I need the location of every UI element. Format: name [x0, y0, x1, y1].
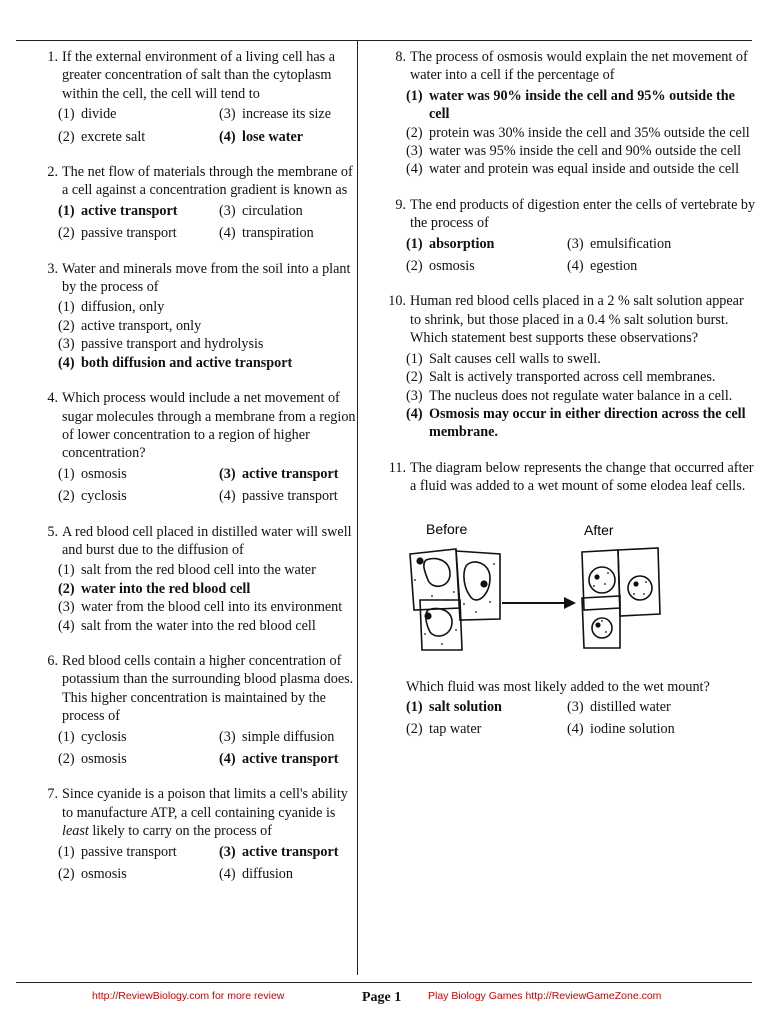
option-label: (2) [58, 751, 75, 767]
question-number: 7. [47, 786, 58, 803]
question-text: Which process would include a net movement of sugar molecules through a membrane from a region of lower concentration to a region of higher concentration? [62, 390, 356, 462]
answer-options [406, 350, 756, 442]
option-text: water was 90% inside the cell and 95% outside the cell [429, 87, 735, 123]
option-label: (2) [58, 128, 75, 145]
option-label: (1) [58, 299, 75, 316]
option-label: (2) [58, 317, 75, 334]
option-label: (2) [58, 580, 75, 597]
option-text: Osmosis may occur in either direction across the cell membrane. [429, 405, 746, 441]
answer-option[interactable] [58, 335, 356, 353]
option-text: passive transport [81, 843, 177, 860]
question-number: 1. [47, 49, 58, 65]
answer-options [58, 105, 356, 146]
question-text: Red blood cells contain a higher concentration of potassium than the surrounding blood plasma does. This higher concentration is maintained by the process of [62, 652, 354, 725]
option-label: (2) [406, 369, 423, 386]
option-text: increase its size [242, 106, 332, 123]
answer-option[interactable] [219, 202, 356, 220]
question-stem [366, 292, 756, 347]
answer-option[interactable] [219, 865, 356, 883]
option-text: excrete salt [81, 128, 146, 145]
question-text: If the external environment of a living cell has a greater concentration of salt than the cytoplasm within the cell, the cell will tend to [62, 49, 336, 102]
option-label: (3) [567, 698, 584, 715]
answer-option[interactable] [58, 617, 356, 635]
question-number: 10. [388, 293, 406, 310]
answer-option[interactable] [58, 465, 219, 483]
question-number: 8. [395, 49, 406, 65]
question-text: Water and minerals move from the soil into a plant by the process of [62, 260, 351, 296]
answer-option[interactable] [58, 865, 219, 883]
answer-option[interactable] [406, 160, 756, 178]
question-stem [18, 652, 356, 726]
answer-option[interactable] [567, 720, 756, 738]
option-text: cyclosis [81, 488, 127, 505]
answer-option[interactable] [58, 202, 219, 220]
answer-option[interactable] [567, 698, 756, 716]
question-text: A red blood cell placed in distilled water will swell and burst due to the diffusion of [62, 523, 352, 558]
question-stem [18, 523, 356, 560]
option-label: (3) [567, 235, 584, 252]
question-number: 2. [47, 164, 58, 181]
question-10 [366, 292, 756, 441]
option-text: salt from the red blood cell into the water [81, 562, 316, 579]
answer-options [58, 298, 356, 372]
answer-option[interactable] [219, 843, 356, 861]
right-column [366, 48, 756, 756]
question-stem [18, 389, 356, 463]
option-label: (4) [406, 405, 423, 422]
option-label: (4) [567, 721, 584, 738]
option-label: (2) [58, 488, 75, 505]
answer-option[interactable] [406, 235, 567, 253]
option-label: (4) [58, 617, 75, 634]
option-text: tap water [429, 721, 482, 738]
question-9 [366, 196, 756, 276]
option-label: (3) [58, 336, 75, 353]
answer-option[interactable] [58, 298, 356, 316]
option-text: active transport, only [81, 317, 202, 334]
answer-option[interactable] [219, 105, 356, 123]
answer-option[interactable] [58, 317, 356, 335]
question-stem [366, 459, 756, 496]
option-text: passive transport [81, 225, 177, 242]
answer-option[interactable] [406, 87, 756, 124]
option-text: distilled water [590, 698, 671, 715]
question-number: 9. [395, 196, 406, 213]
option-label: (2) [58, 866, 75, 883]
question-number: 4. [47, 390, 58, 407]
option-label: (4) [567, 258, 584, 275]
question-3 [18, 260, 356, 372]
answer-option[interactable] [58, 105, 219, 123]
option-text: osmosis [81, 751, 127, 767]
option-text: Salt is actively transported across cell membranes. [429, 369, 716, 386]
option-text: Salt causes cell walls to swell. [429, 350, 601, 367]
question-text: Human red blood cells placed in a 2 % salt solution appear to shrink, but those placed in a 0.4 % salt solution burst. Which statement best supports these observations? [410, 293, 744, 347]
question-stem [18, 785, 356, 840]
question-number: 11. [388, 459, 406, 476]
question-text [62, 785, 356, 840]
option-label: (4) [219, 488, 236, 505]
option-label: (3) [219, 843, 236, 860]
answer-option[interactable] [58, 224, 219, 242]
question-stem [18, 163, 356, 200]
before-nuclei [414, 557, 495, 645]
answer-option[interactable] [58, 354, 356, 372]
page-number: Page 1 [362, 990, 402, 1005]
option-label: (1) [58, 202, 75, 219]
question-number: 5. [47, 523, 58, 540]
answer-option[interactable] [406, 698, 567, 716]
answer-option[interactable] [406, 124, 756, 142]
option-label: (3) [219, 106, 236, 123]
arrow [502, 597, 576, 609]
question-2 [18, 163, 356, 243]
option-text: passive transport [242, 488, 338, 505]
option-label: (1) [406, 350, 423, 367]
option-text: circulation [242, 202, 303, 219]
question-8 [366, 48, 756, 179]
after-cells [582, 548, 660, 648]
question-stem [366, 48, 756, 85]
bottom-rule [16, 982, 752, 983]
column-divider [357, 41, 358, 975]
answer-option[interactable] [219, 465, 356, 483]
stem-part: likely to carry on the process of [88, 823, 272, 840]
option-label: (1) [406, 235, 423, 252]
answer-option[interactable] [58, 728, 219, 746]
answer-option[interactable] [219, 224, 356, 242]
option-label: (1) [58, 465, 75, 482]
option-label: (2) [406, 721, 423, 738]
option-text: osmosis [81, 866, 127, 883]
option-label: (1) [58, 843, 75, 860]
question-6 [18, 652, 356, 768]
answer-option[interactable] [406, 142, 756, 160]
answer-options [406, 87, 756, 179]
question-4 [18, 389, 356, 505]
option-label: (1) [58, 728, 75, 745]
footer-games-link[interactable]: Play Biology Games http://ReviewGameZone.com [428, 990, 662, 1002]
option-label: (3) [219, 728, 236, 745]
answer-option[interactable] [406, 350, 756, 368]
option-label: (3) [58, 599, 75, 616]
answer-options [58, 465, 356, 506]
question-text: The end products of digestion enter the cells of vertebrate by the process of [410, 196, 756, 232]
answer-option[interactable] [406, 368, 756, 386]
option-label: (4) [219, 751, 236, 767]
osmosis-diagram [406, 522, 706, 652]
option-label: (1) [58, 562, 75, 579]
answer-option[interactable] [58, 561, 356, 579]
option-label: (4) [219, 128, 236, 145]
before-cells [410, 549, 500, 650]
question-11 [366, 459, 756, 739]
question-text: The net flow of materials through the membrane of a cell against a concentration gradient is known as [62, 164, 353, 199]
option-label: (4) [406, 161, 423, 178]
answer-options [58, 728, 356, 769]
question-number: 6. [47, 652, 58, 669]
option-label: (3) [219, 465, 236, 482]
answer-option[interactable] [567, 257, 756, 275]
option-text: cyclosis [81, 728, 127, 745]
option-label: (3) [406, 143, 423, 160]
question-stem [18, 48, 356, 103]
option-label: (3) [219, 202, 236, 219]
answer-option[interactable] [58, 128, 219, 146]
option-label: (2) [406, 258, 423, 275]
option-text: The nucleus does not regulate water balance in a cell. [429, 387, 733, 404]
option-label: (4) [219, 225, 236, 242]
answer-options [58, 202, 356, 243]
answer-options [58, 843, 356, 884]
answer-option[interactable] [406, 405, 756, 442]
option-label: (2) [406, 124, 423, 141]
option-text: osmosis [429, 258, 475, 275]
before-label: Before [426, 521, 468, 537]
question-text: The process of osmosis would explain the net movement of water into a cell if the percentage of [410, 49, 748, 84]
stem-emphasis: least [62, 823, 89, 840]
option-text: divide [81, 106, 117, 123]
answer-options [406, 698, 756, 739]
question-number: 3. [47, 260, 58, 277]
option-text: both diffusion and active transport [81, 354, 293, 371]
answer-option[interactable] [567, 235, 756, 253]
answer-option[interactable] [58, 843, 219, 861]
option-text: salt solution [429, 698, 502, 715]
after-label: After [584, 521, 614, 538]
option-label: (1) [406, 87, 423, 104]
option-text: diffusion [242, 866, 293, 883]
option-text: emulsification [590, 235, 672, 252]
question-text-2: Which fluid was most likely added to the wet mount? [406, 678, 710, 695]
answer-option[interactable] [58, 487, 219, 505]
question-stem [18, 260, 356, 297]
question-1 [18, 48, 356, 146]
option-text: water into the red blood cell [81, 580, 251, 597]
answer-option[interactable] [58, 750, 219, 768]
answer-option[interactable] [219, 728, 356, 746]
option-label: (1) [58, 106, 75, 123]
option-text: active transport [242, 465, 339, 482]
option-text: diffusion, only [81, 299, 165, 316]
option-label: (4) [219, 866, 236, 883]
option-text: active transport [242, 843, 339, 860]
option-label: (1) [406, 698, 423, 715]
option-text: simple diffusion [242, 728, 335, 745]
option-text: active transport [81, 202, 178, 219]
option-text: egestion [590, 258, 638, 275]
answer-option[interactable] [219, 128, 356, 146]
option-text: lose water [242, 128, 304, 145]
answer-options [406, 235, 756, 276]
stem-part: Since cyanide is a poison that limits a cell's ability to manufacture ATP, a cell containing cyanide is [62, 786, 348, 821]
answer-option[interactable] [219, 487, 356, 505]
answer-option[interactable] [219, 750, 356, 768]
question-text: The diagram below represents the change that occurred after a fluid was added to a wet mount of some elodea leaf cells. [410, 459, 754, 495]
answer-option[interactable] [406, 720, 567, 738]
option-text: salt from the water into the red blood cell [81, 617, 316, 634]
answer-option[interactable] [58, 580, 356, 598]
left-column [18, 48, 356, 900]
question-7 [18, 785, 356, 883]
option-text: osmosis [81, 465, 127, 482]
question-5 [18, 523, 356, 635]
question-stem [366, 196, 756, 233]
elodea-cells-figure [406, 522, 706, 652]
footer-review-link[interactable]: http://ReviewBiology.com for more review [92, 990, 285, 1002]
option-text: protein was 30% inside the cell and 35% outside the cell [429, 124, 750, 141]
option-label: (3) [406, 387, 423, 404]
option-label: (4) [58, 354, 75, 371]
answer-option[interactable] [406, 387, 756, 405]
option-text: transpiration [242, 225, 314, 242]
option-text: absorption [429, 235, 495, 252]
option-text: active transport [242, 751, 339, 767]
answer-option[interactable] [58, 598, 356, 616]
top-rule [16, 40, 752, 41]
answer-option[interactable] [406, 257, 567, 275]
option-text: iodine solution [590, 721, 675, 738]
option-text: water from the blood cell into its environment [81, 599, 343, 616]
option-text: water was 95% inside the cell and 90% outside the cell [429, 143, 742, 160]
question-followup [366, 678, 756, 696]
option-label: (2) [58, 225, 75, 242]
answer-options [58, 561, 356, 635]
option-text: water and protein was equal inside and outside the cell [429, 161, 740, 178]
option-text: passive transport and hydrolysis [81, 336, 264, 353]
